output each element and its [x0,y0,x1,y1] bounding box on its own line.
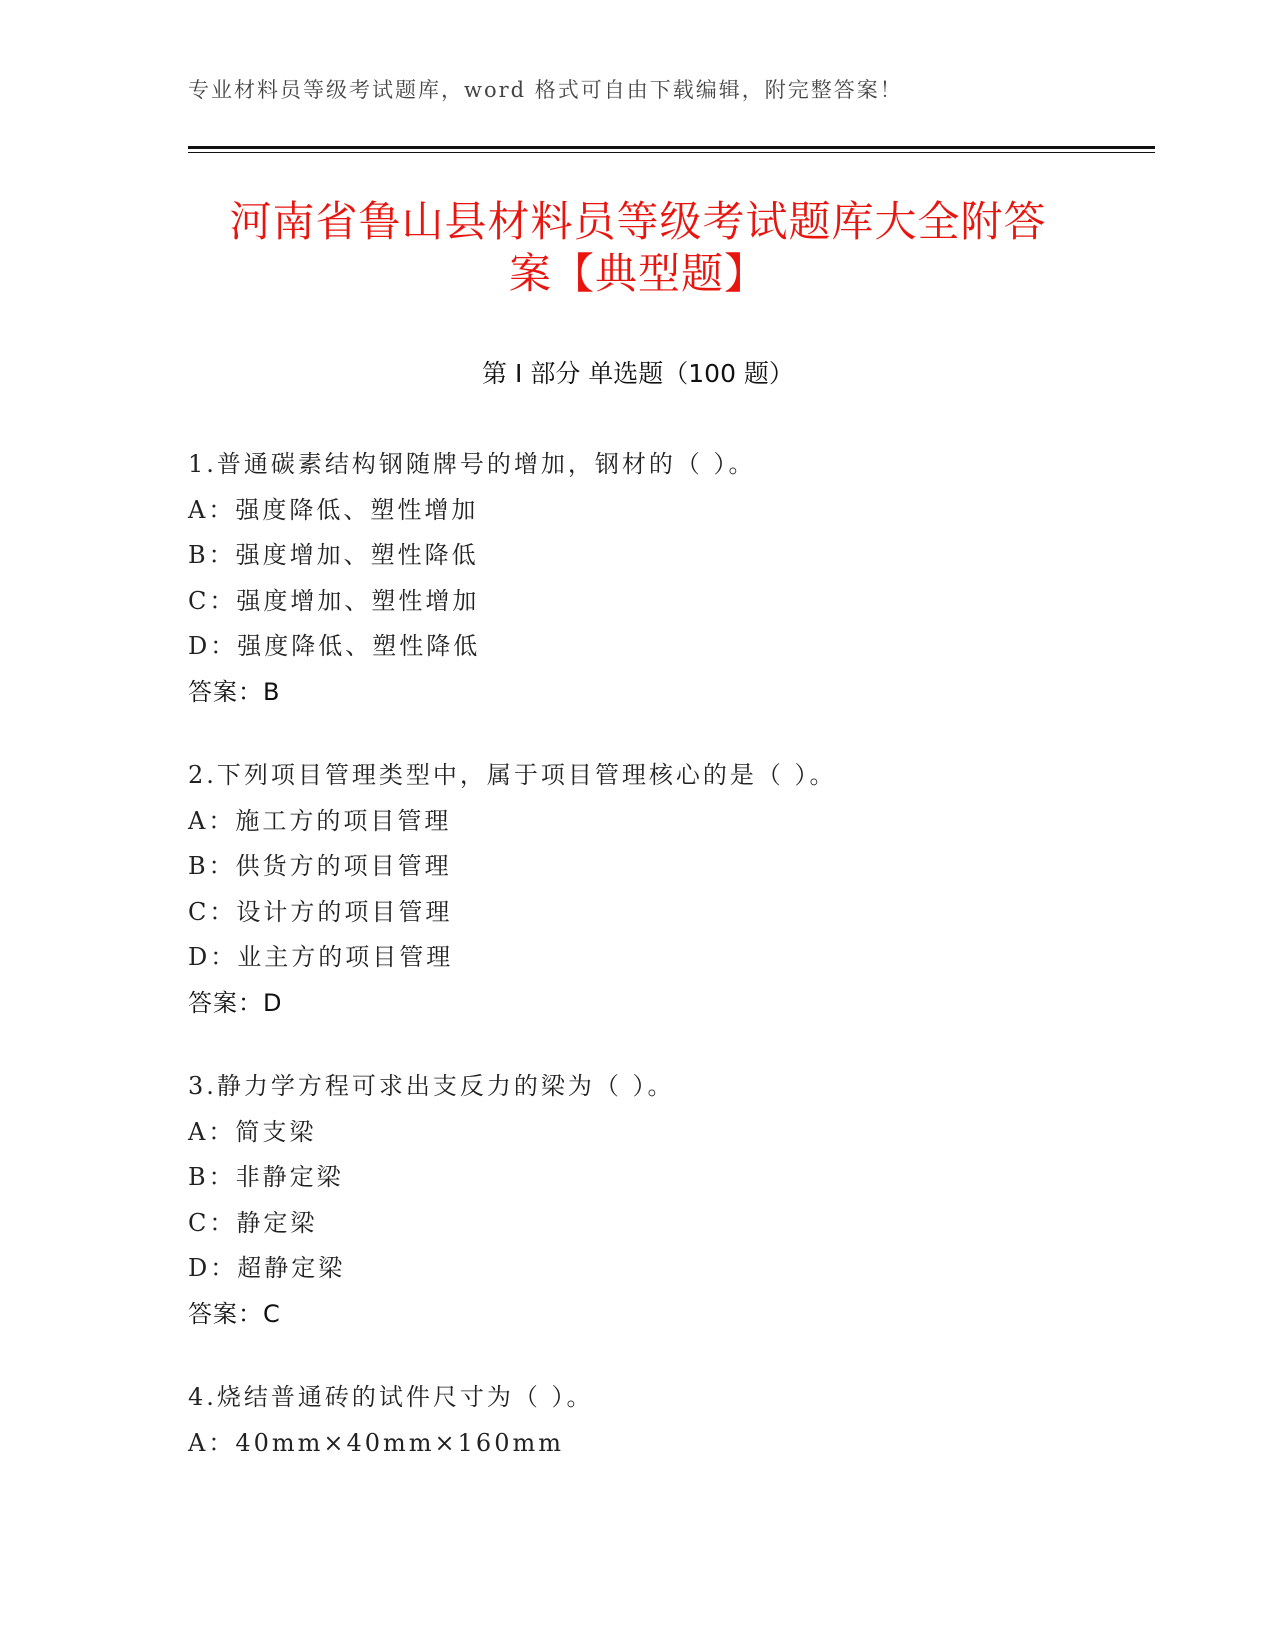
question-stem: 3.静力学方程可求出支反力的梁为（ ）。 [188,1072,675,1100]
option-c: C：强度增加、塑性增加 [188,586,480,615]
option-a: A：强度降低、塑性增加 [188,495,479,524]
section-heading: 第 I 部分 单选题（100 题） [482,359,794,388]
option-c: C：静定梁 [188,1208,318,1237]
question-4 [188,1375,1148,1466]
question-2 [188,753,1148,1026]
header-note: 专业材料员等级考试题库，word 格式可自由下载编辑，附完整答案！ [188,78,903,102]
question-stem: 1.普通碳素结构钢随牌号的增加，钢材的（ ）。 [188,450,756,478]
question-list [188,442,1148,1504]
document-title [188,196,1088,300]
option-c: C：设计方的项目管理 [188,897,453,926]
answer-key: 答案：B [188,677,281,706]
question-stem: 2.下列项目管理类型中，属于项目管理核心的是（ ）。 [188,761,837,789]
header-rule-thin [188,152,1155,153]
option-b: B：非静定梁 [188,1163,344,1191]
question-3 [188,1064,1148,1337]
option-b: B：供货方的项目管理 [188,852,452,880]
answer-key: 答案：D [188,988,283,1017]
option-a: A：施工方的项目管理 [188,806,452,835]
option-d: D：超静定梁 [188,1254,346,1282]
option-b: B：强度增加、塑性降低 [188,541,479,569]
answer-key: 答案：C [188,1299,281,1328]
header-rule-thick [188,146,1155,149]
question-1 [188,442,1148,715]
option-a: A：40mm×40mm×160mm [188,1428,564,1457]
question-stem: 4.烧结普通砖的试件尺寸为（ ）。 [188,1383,594,1411]
option-d: D：强度降低、塑性降低 [188,632,481,660]
document-title-line-2: 案【典型题】 [508,249,767,298]
document-title-line-1: 河南省鲁山县材料员等级考试题库大全附答 [229,197,1047,246]
option-a: A：简支梁 [188,1117,317,1146]
option-d: D：业主方的项目管理 [188,943,454,971]
